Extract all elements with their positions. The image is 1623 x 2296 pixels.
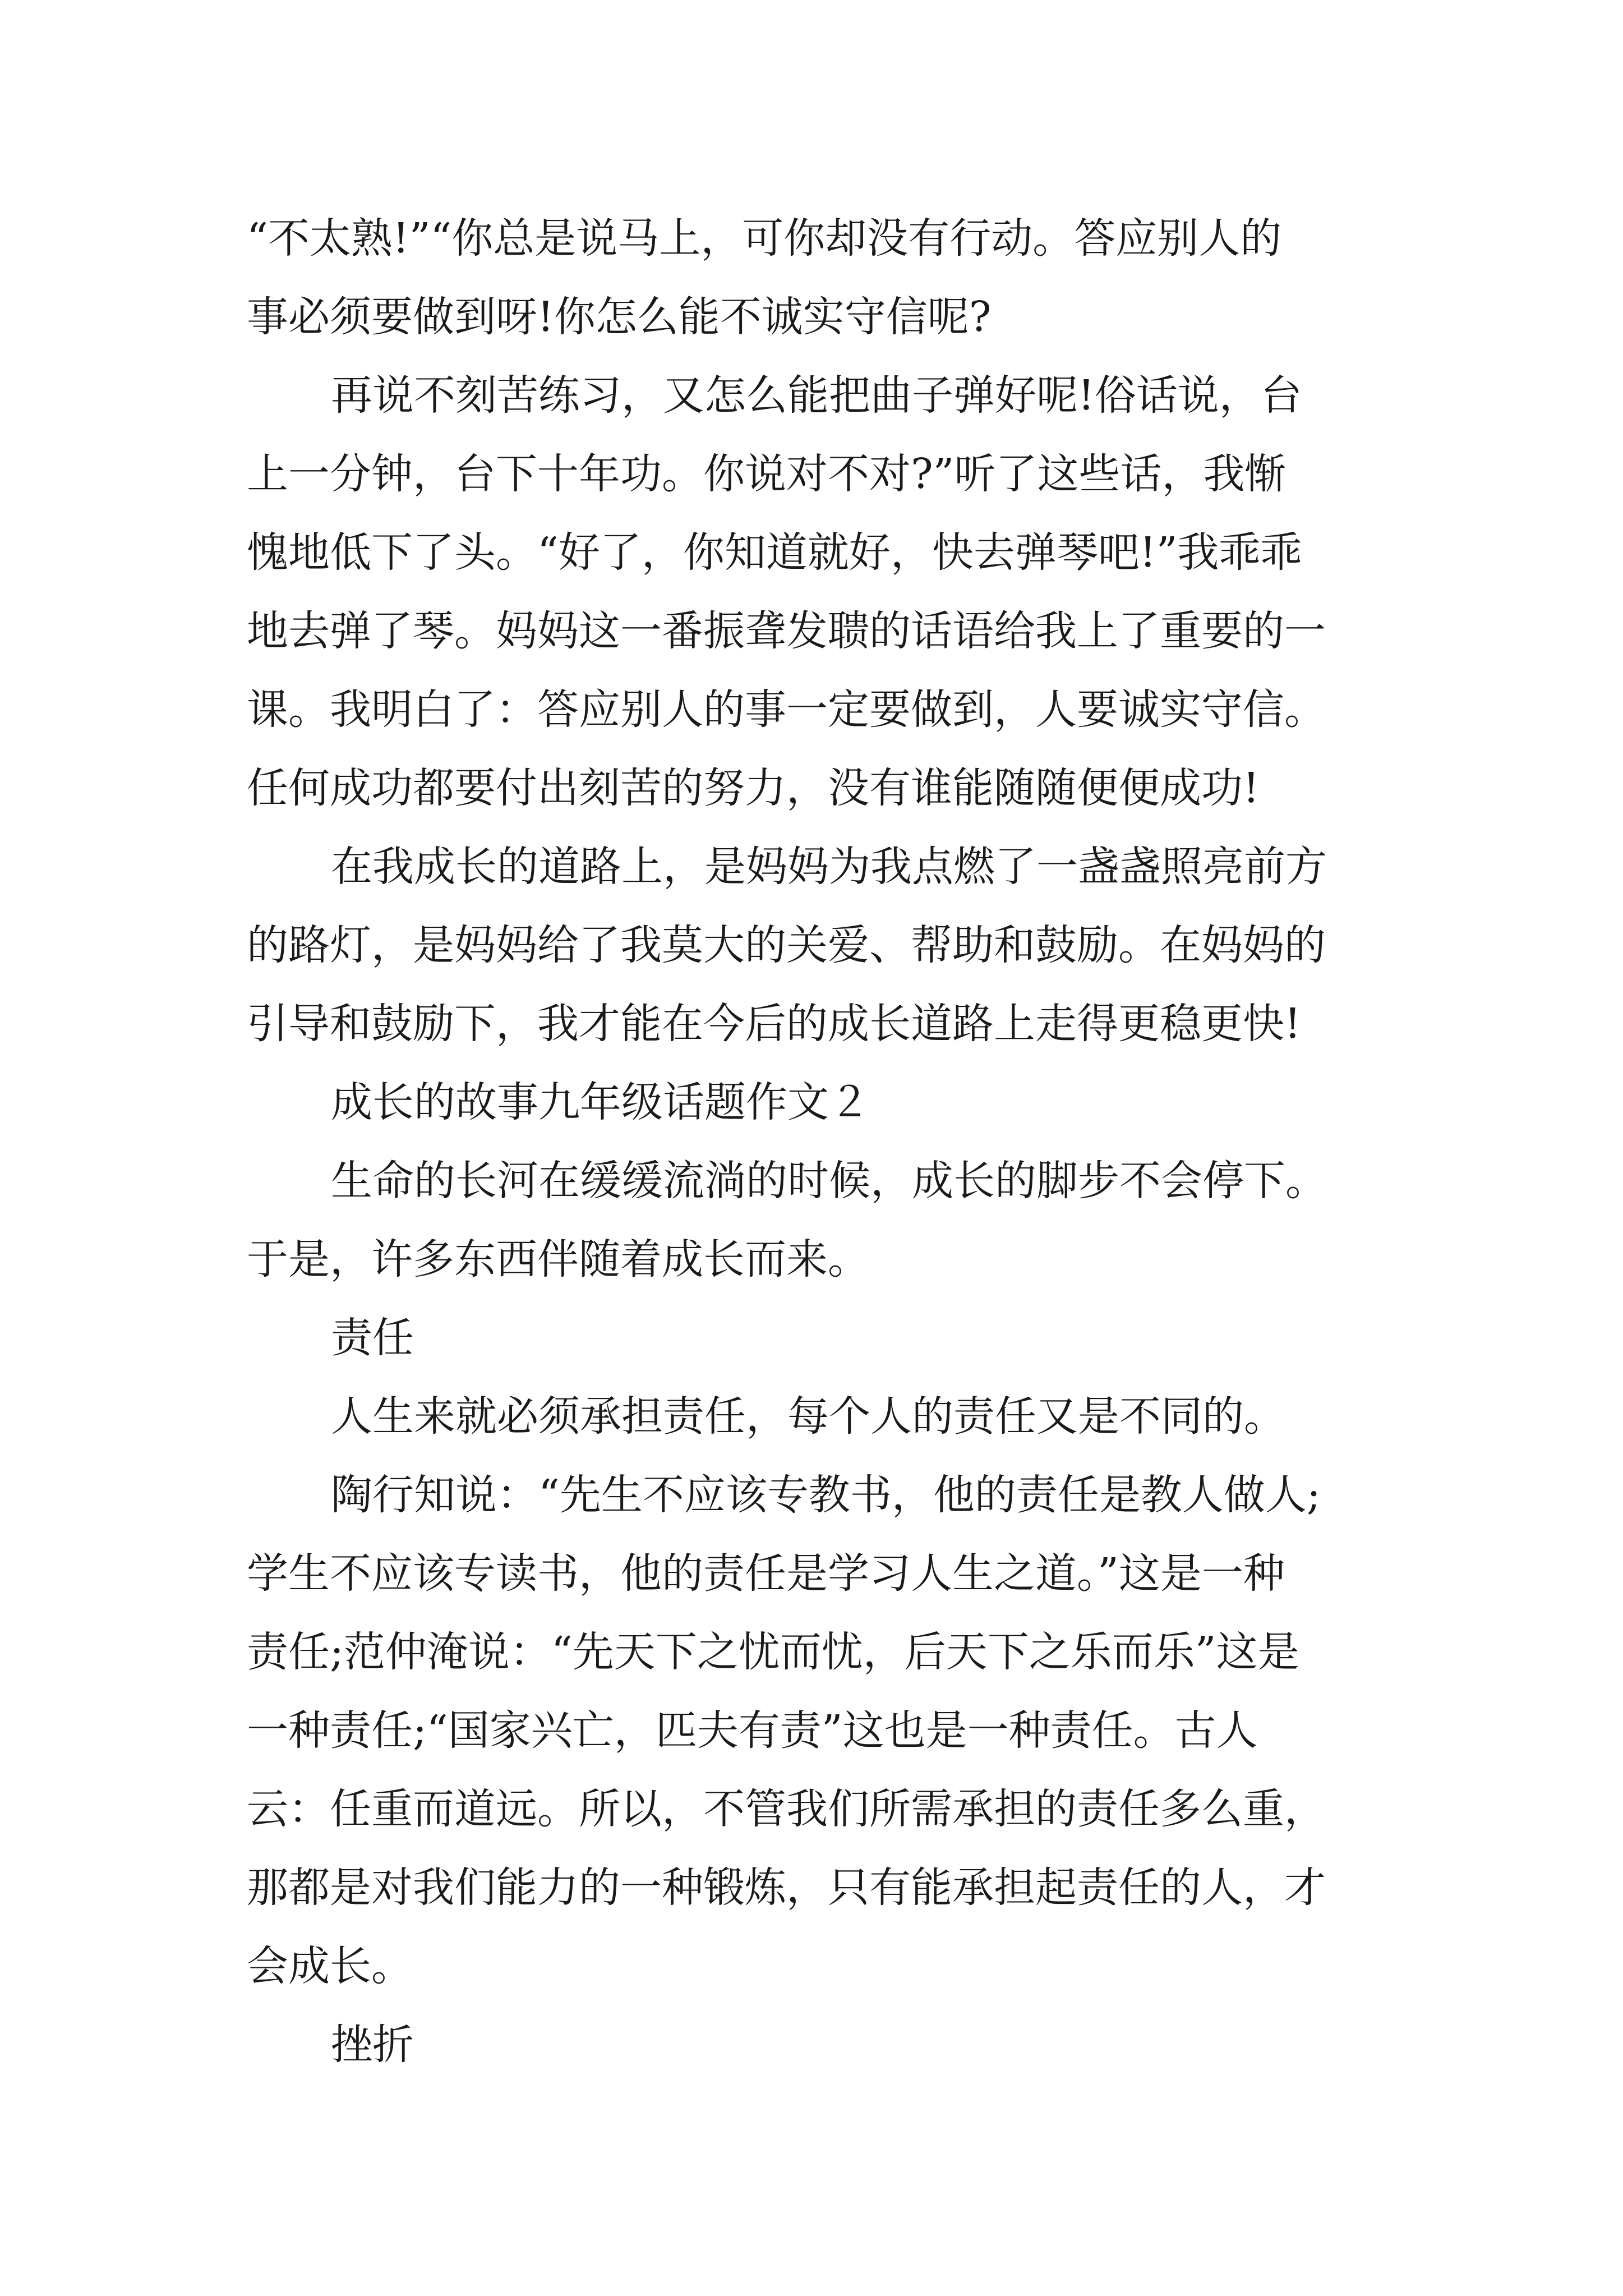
text-line: 人生来就必须承担责任，每个人的责任又是不同的。 — [331, 1392, 1285, 1441]
text-line: 任何成功都要付出刻苦的努力，没有谁能随随便便成功! — [247, 764, 1260, 812]
section-title: 成长的故事九年级话题作文２ — [331, 1078, 870, 1126]
text-line: 再说不刻苦练习，又怎么能把曲子弹好呢!俗话说，台 — [331, 371, 1302, 420]
text-line: 那都是对我们能力的一种锻炼，只有能承担起责任的人，才 — [247, 1864, 1326, 1912]
text-line: 于是，许多东西伴随着成长而来。 — [247, 1235, 869, 1283]
text-line: 地去弹了琴。妈妈这一番振聋发聩的话语给我上了重要的一 — [247, 607, 1326, 655]
text-line: 愧地低下了头。“好了，你知道就好，快去弹琴吧!”我乖乖 — [247, 528, 1302, 577]
text-line: 学生不应该专读书，他的责任是学习人生之道。”这是一种 — [247, 1549, 1285, 1598]
text-line: 事必须要做到呀!你怎么能不诚实守信呢? — [247, 293, 992, 341]
text-line: 在我成长的道路上，是妈妈为我点燃了一盏盏照亮前方 — [331, 843, 1327, 891]
text-line: 生命的长河在缓缓流淌的时候，成长的脚步不会停下。 — [331, 1157, 1327, 1205]
subheading: 挫折 — [331, 2021, 414, 2069]
text-line: 云：任重而道远。所以，不管我们所需承担的责任多么重， — [247, 1785, 1326, 1833]
text-line: “不太熟!”“你总是说马上，可你却没有行动。答应别人的 — [247, 214, 1282, 263]
text-line: 责任;范仲淹说：“先天下之忧而忧，后天下之乐而乐”这是 — [247, 1628, 1299, 1676]
text-line: 课。我明白了：答应别人的事一定要做到，人要诚实守信。 — [247, 685, 1326, 734]
subheading: 责任 — [331, 1314, 414, 1362]
text-line: 会成长。 — [247, 1942, 413, 1990]
text-line: 的路灯，是妈妈给了我莫大的关爱、帮助和鼓励。在妈妈的 — [247, 921, 1326, 969]
text-line: 陶行知说：“先生不应该专教书，他的责任是教人做人; — [331, 1471, 1321, 1519]
text-line: 引导和鼓励下，我才能在今后的成长道路上走得更稳更快! — [247, 1000, 1301, 1048]
text-line: 一种责任;“国家兴亡，匹夫有责”这也是一种责任。古人 — [247, 1706, 1258, 1755]
text-line: 上一分钟，台下十年功。你说对不对?”听了这些话，我惭 — [247, 450, 1287, 498]
